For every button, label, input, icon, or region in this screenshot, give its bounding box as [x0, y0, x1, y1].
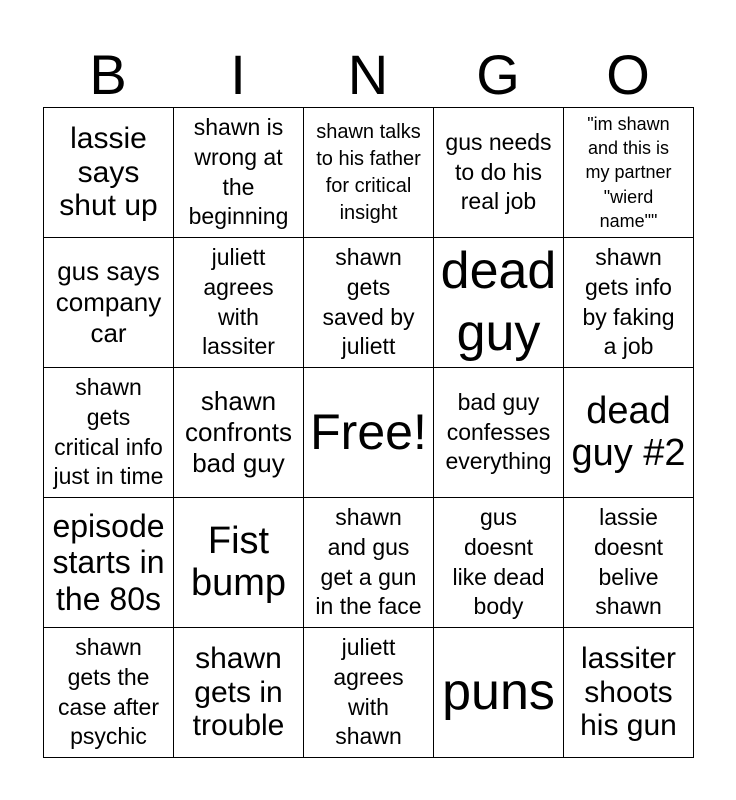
bingo-cell[interactable] — [434, 238, 564, 368]
cell-text: dead guy #2 — [571, 389, 686, 474]
cell-text: gus doesnt like dead body — [452, 503, 545, 620]
header-letter-o: O — [606, 43, 650, 106]
cell-text: shawn gets critical info just in time — [53, 373, 164, 490]
bingo-cell[interactable] — [174, 498, 304, 628]
cell-text: shawn confronts bad guy — [185, 386, 292, 478]
bingo-cell[interactable] — [174, 628, 304, 758]
bingo-cell[interactable] — [174, 368, 304, 498]
header-letter-b: B — [89, 43, 127, 106]
cell-text: shawn gets in trouble — [192, 641, 285, 743]
bingo-cell[interactable] — [174, 108, 304, 238]
bingo-cell[interactable] — [304, 238, 434, 368]
cell-text: gus needs to do his real job — [445, 128, 552, 215]
cell-text: juliett agrees with lassiter — [202, 243, 275, 360]
free-space-cell[interactable] — [304, 368, 434, 498]
cell-text: lassiter shoots his gun — [580, 641, 677, 743]
bingo-cell[interactable] — [44, 628, 174, 758]
cell-text: shawn is wrong at the beginning — [188, 113, 289, 230]
header-letter-i: I — [230, 43, 246, 106]
bingo-cell[interactable] — [564, 368, 694, 498]
bingo-cell[interactable] — [434, 498, 564, 628]
cell-text: bad guy confesses everything — [445, 388, 552, 475]
cell-text: juliett agrees with shawn — [333, 633, 404, 750]
cell-text: lassie doesnt belive shawn — [593, 503, 664, 620]
bingo-cell[interactable] — [44, 238, 174, 368]
bingo-cell[interactable] — [44, 368, 174, 498]
cell-text: episode starts in the 80s — [52, 508, 165, 617]
header-letter-g: G — [476, 43, 520, 106]
bingo-cell[interactable] — [564, 498, 694, 628]
cell-text: shawn talks to his father for critical insight — [316, 120, 421, 224]
bingo-cell[interactable] — [434, 628, 564, 758]
bingo-cell[interactable] — [434, 368, 564, 498]
bingo-cell[interactable] — [44, 498, 174, 628]
cell-text: puns — [442, 662, 555, 721]
bingo-cell[interactable] — [564, 108, 694, 238]
bingo-cell[interactable] — [564, 238, 694, 368]
bingo-cell[interactable] — [44, 108, 174, 238]
cell-text: shawn gets saved by juliett — [322, 243, 415, 360]
bingo-cell[interactable] — [174, 238, 304, 368]
cell-text: Fist bump — [190, 519, 287, 604]
bingo-cell[interactable] — [304, 628, 434, 758]
cell-text: lassie says shut up — [59, 121, 158, 223]
bingo-cell[interactable] — [304, 108, 434, 238]
header-letter-n: N — [347, 43, 389, 106]
bingo-cell[interactable] — [434, 108, 564, 238]
cell-text: shawn gets the case after psychic — [58, 633, 159, 750]
cell-text: shawn gets info by faking a job — [582, 243, 675, 360]
bingo-header — [43, 44, 693, 106]
free-space-text: Free! — [310, 404, 427, 460]
cell-text: "im shawn and this is my partner "wierd name"" — [585, 113, 672, 231]
bingo-board — [43, 107, 694, 758]
cell-text: dead guy — [440, 242, 557, 362]
cell-text: shawn and gus get a gun in the face — [315, 503, 422, 620]
bingo-cell[interactable] — [564, 628, 694, 758]
cell-text: gus says company car — [55, 256, 162, 348]
bingo-cell[interactable] — [304, 498, 434, 628]
